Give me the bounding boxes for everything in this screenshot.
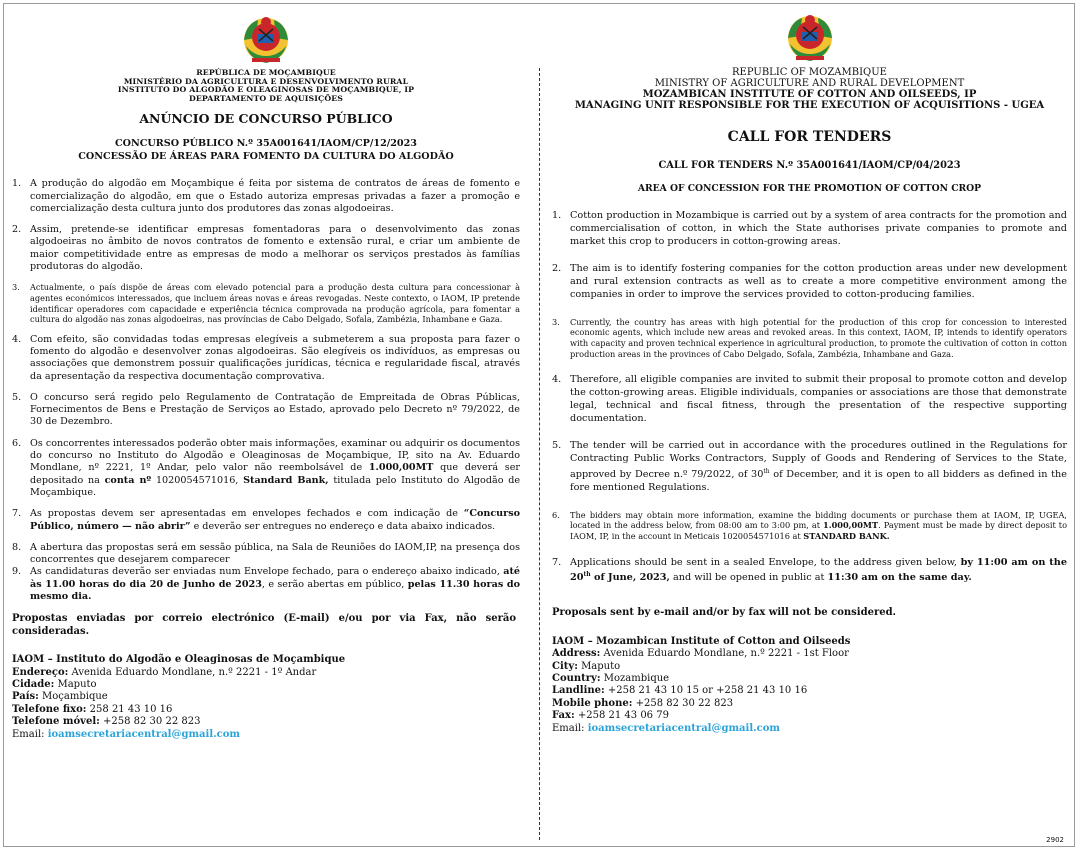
contact-mobile: Telefone móvel: +258 82 30 22 823 [12, 716, 201, 728]
coat-of-arms-emblem [238, 10, 294, 66]
tender-number: CONCURSO PÚBLICO N.º 35A001641/IAOM/CP/12/2023 [115, 138, 417, 150]
page-number: 2902 [1046, 836, 1064, 844]
contact-address: Address: Avenida Eduardo Mondlane, n.º 2221 - 1st Floor [552, 648, 849, 660]
clause-list [12, 178, 520, 603]
contact-address: Endereço: Avenida Eduardo Mondlane, n.º 2221 - 1º Andar [12, 666, 317, 678]
contact-fax: Fax: +258 21 43 06 79 [552, 710, 669, 722]
list-item: 7. Applications should be sent in a sealed Envelope, to the address given below, by 11:00 am on the 20th of June, 2023, and will be opened in public at 11:30 am on the same day. [552, 556, 1067, 584]
tender-subject: CONCESSÃO DE ÁREAS PARA FOMENTO DA CULTURA DO ALGODÃO [78, 151, 454, 163]
institute-name: MOZAMBICAN INSTITUTE OF COTTON AND OILSEEDS, IP [642, 89, 977, 100]
list-item: 1. A produção do algodão em Moçambique é feita por sistema de contratos de áreas de fomento e comercialização do algodão, em que o Estado autoriza empresas privadas a fazer a promoção e comercialização desta cultura junto dos produtores das zonas algodoeiras. [12, 178, 520, 214]
email-fax-notice: Propostas enviadas por correio electrónico (E-mail) e/ou por via Fax, não serão consideradas. [12, 613, 516, 637]
list-item: 3. Currently, the country has areas with high potential for the production of this crop for concession to interested economic agents, which include new areas and revoked areas. In this context, IAOM, IP, intends to identify operators with capacity and proven technical experience in agricultural production, to promote the cultivation of cotton in cotton production areas in the provinces of Cabo Delgado, Sofala, Zambézia, Inhambane and Gaza. [552, 316, 1067, 359]
list-item: 5. O concurso será regido pelo Regulamento de Contratação de Empreitada de Obras Públicas, Fornecimentos de Bens e Prestação de Serviços ao Estado, aprovado pelo Decreto nº 79/2022, de 30 de Dezembro. [12, 391, 520, 428]
contact-email: Email: ioamsecretariacentral@gmail.com [552, 722, 780, 734]
contact-org: IAOM – Mozambican Institute of Cotton and Oilseeds [552, 635, 851, 647]
notice-title: ANÚNCIO DE CONCURSO PÚBLICO [139, 111, 393, 127]
list-item: 5. The tender will be carried out in accordance with the procedures outlined in the Regulations for Contracting Public Works Contractors, Supply of Goods and Rendering of Services to the State, approved by Decree n.º 79/2022, of 30th of December, and it is open to all bidders as defined in the fore mentioned Regulations. [552, 440, 1067, 493]
contact-landline: Telefone fixo: 258 21 43 10 16 [12, 703, 173, 715]
english-column [552, 0, 1067, 735]
email-link[interactable]: ioamsecretariacentral@gmail.com [47, 728, 240, 740]
republic-name: REPÚBLICA DE MOÇAMBIQUE [196, 68, 336, 77]
column-divider [539, 68, 540, 840]
contact-mobile: Mobile phone: +258 82 30 22 823 [552, 697, 734, 709]
list-item: 9. As candidaturas deverão ser enviadas num Envelope fechado, para o endereço abaixo indicado, até às 11.00 horas do dia 20 de Junho de 2023, e serão abertas em público, pelas 11.30 horas do mesmo dia. [12, 566, 520, 603]
unit-name: MANAGING UNIT RESPONSIBLE FOR THE EXECUTION OF ACQUISITIONS - UGEA [574, 100, 1045, 111]
contact-country: Country: Mozambique [552, 673, 670, 684]
list-item: 2. Assim, pretende-se identificar empresas fomentadoras para o desenvolvimento das zonas algodoeiras no âmbito de novos contratos de fomento e extensão rural, e criar um ambiente de maior competitividade entre as empresas de modo a melhorar os serviços prestados às famílias produtoras do algodão. [12, 224, 520, 273]
coat-of-arms-emblem [782, 8, 838, 64]
list-item: 8. A abertura das propostas será em sessão pública, na Sala de Reuniões do IAOM,IP, na presença dos concorrentes que desejarem comparecer [12, 541, 520, 566]
republic-name: REPUBLIC OF MOZAMBIQUE [732, 67, 887, 78]
list-item: 7. As propostas devem ser apresentadas em envelopes fechados e com indicação de “Concurso Público, número — não abrir” e deverão ser entregues no endereço e data abaixo indicados. [12, 508, 520, 532]
list-item: 4. Therefore, all eligible companies are invited to submit their proposal to promote cotton and develop the cotton-growing areas. Eligible individuals, companies or associations are those that demonstrate legal, technical and fiscal fitness, through the presentation of the respective supporting documentation. [552, 374, 1067, 424]
contact-block [552, 636, 1067, 735]
tender-number: CALL FOR TENDERS N.º 35A001641/IAOM/CP/04/2023 [658, 160, 961, 171]
clause-list [552, 210, 1067, 585]
list-item: 6. Os concorrentes interessados poderão obter mais informações, examinar ou adquirir os documentos do concurso no Instituto do Algodão e Oleaginosas de Moçambique, IP, sito na Av. Eduardo Mondlane, nº 2221, 1º Andar, pelo valor não reembolsável de 1.000,00MT que deverá ser depositado na conta nº 1020054571016, Standard Bank, titulada pelo Instituto do Algodão de Moçambique. [12, 437, 521, 498]
contact-org: IAOM – Instituto do Algodão e Oleaginosas de Moçambique [12, 654, 346, 666]
list-item: 1. Cotton production in Mozambique is carried out by a system of area contracts for the promotion and commercialisation of cotton, in which the State authorises private companies to promote and market this crop to producers in cotton-growing areas. [552, 210, 1067, 247]
ministry-name: MINISTÉRIO DA AGRICULTURA E DESENVOLVIMENTO RURAL [123, 76, 409, 86]
email-link[interactable]: ioamsecretariacentral@gmail.com [587, 722, 780, 734]
contact-country: País: Moçambique [12, 691, 108, 703]
list-item: 4. Com efeito, são convidadas todas empresas elegíveis a submeterem a sua proposta para fazer o fomento do algodão e desenvolver zonas algodoeiras. São elegíveis os indivíduos, as empresas ou associações que demonstrem possuir qualificações jurídicas, técnica e regularidade fiscal, através da apresentação da respectiva documentação comprovativa. [12, 333, 520, 382]
left-header [12, 69, 520, 103]
contact-city: Cidade: Maputo [12, 678, 97, 690]
list-item: 3. Actualmente, o país dispõe de áreas com elevado potencial para a produção desta cultura para concessionar à agentes económicos interessados, que incluem áreas novas e áreas revogadas. Neste contexto, o IAOM, IP pretende identificar operadores com capacidade e experiência técnica comprovada na produção agrícola, para fomentar a cultura do algodão nas zonas algodoeiras, nas províncias de Cabo Delgado, Sofala, Zambézia, Inhambane e Gaza. [12, 282, 520, 325]
right-header [552, 67, 1067, 111]
contact-landline: Landline: +258 21 43 10 15 or +258 21 43 10 16 [552, 685, 808, 697]
portuguese-column [12, 0, 520, 741]
tender-subject: AREA OF CONCESSION FOR THE PROMOTION OF COTTON CROP [637, 183, 982, 194]
contact-email: Email: ioamsecretariacentral@gmail.com [12, 728, 240, 740]
ministry-name: MINISTRY OF AGRICULTURE AND RURAL DEVELOPMENT [654, 78, 965, 89]
notice-title: CALL FOR TENDERS [727, 129, 892, 145]
contact-block [12, 654, 520, 741]
list-item: 2. The aim is to identify fostering companies for the cotton production areas under new development and rural extension contracts as well as to create a more competitive environment among the companies in order to improve the services provided to cotton-producing families. [552, 263, 1067, 300]
list-item: 6. The bidders may obtain more information, examine the bidding documents or purchase them at IAOM, IP, UGEA, located in the address below, from 08:00 am to 3:00 pm, at 1.000,00MT. Payment must be made by direct deposit to IAOM, IP, in the account in Meticais 1020054571016 at STANDARD BANK. [552, 509, 1068, 541]
email-fax-notice: Proposals sent by e-mail and/or by fax will not be considered. [552, 607, 897, 619]
department-name: DEPARTAMENTO DE AQUISIÇÕES [189, 93, 343, 103]
institute-name: INSTITUTO DO ALGODÃO E OLEAGINOSAS DE MOÇAMBIQUE, IP [117, 85, 415, 95]
contact-city: City: Maputo [552, 660, 621, 672]
